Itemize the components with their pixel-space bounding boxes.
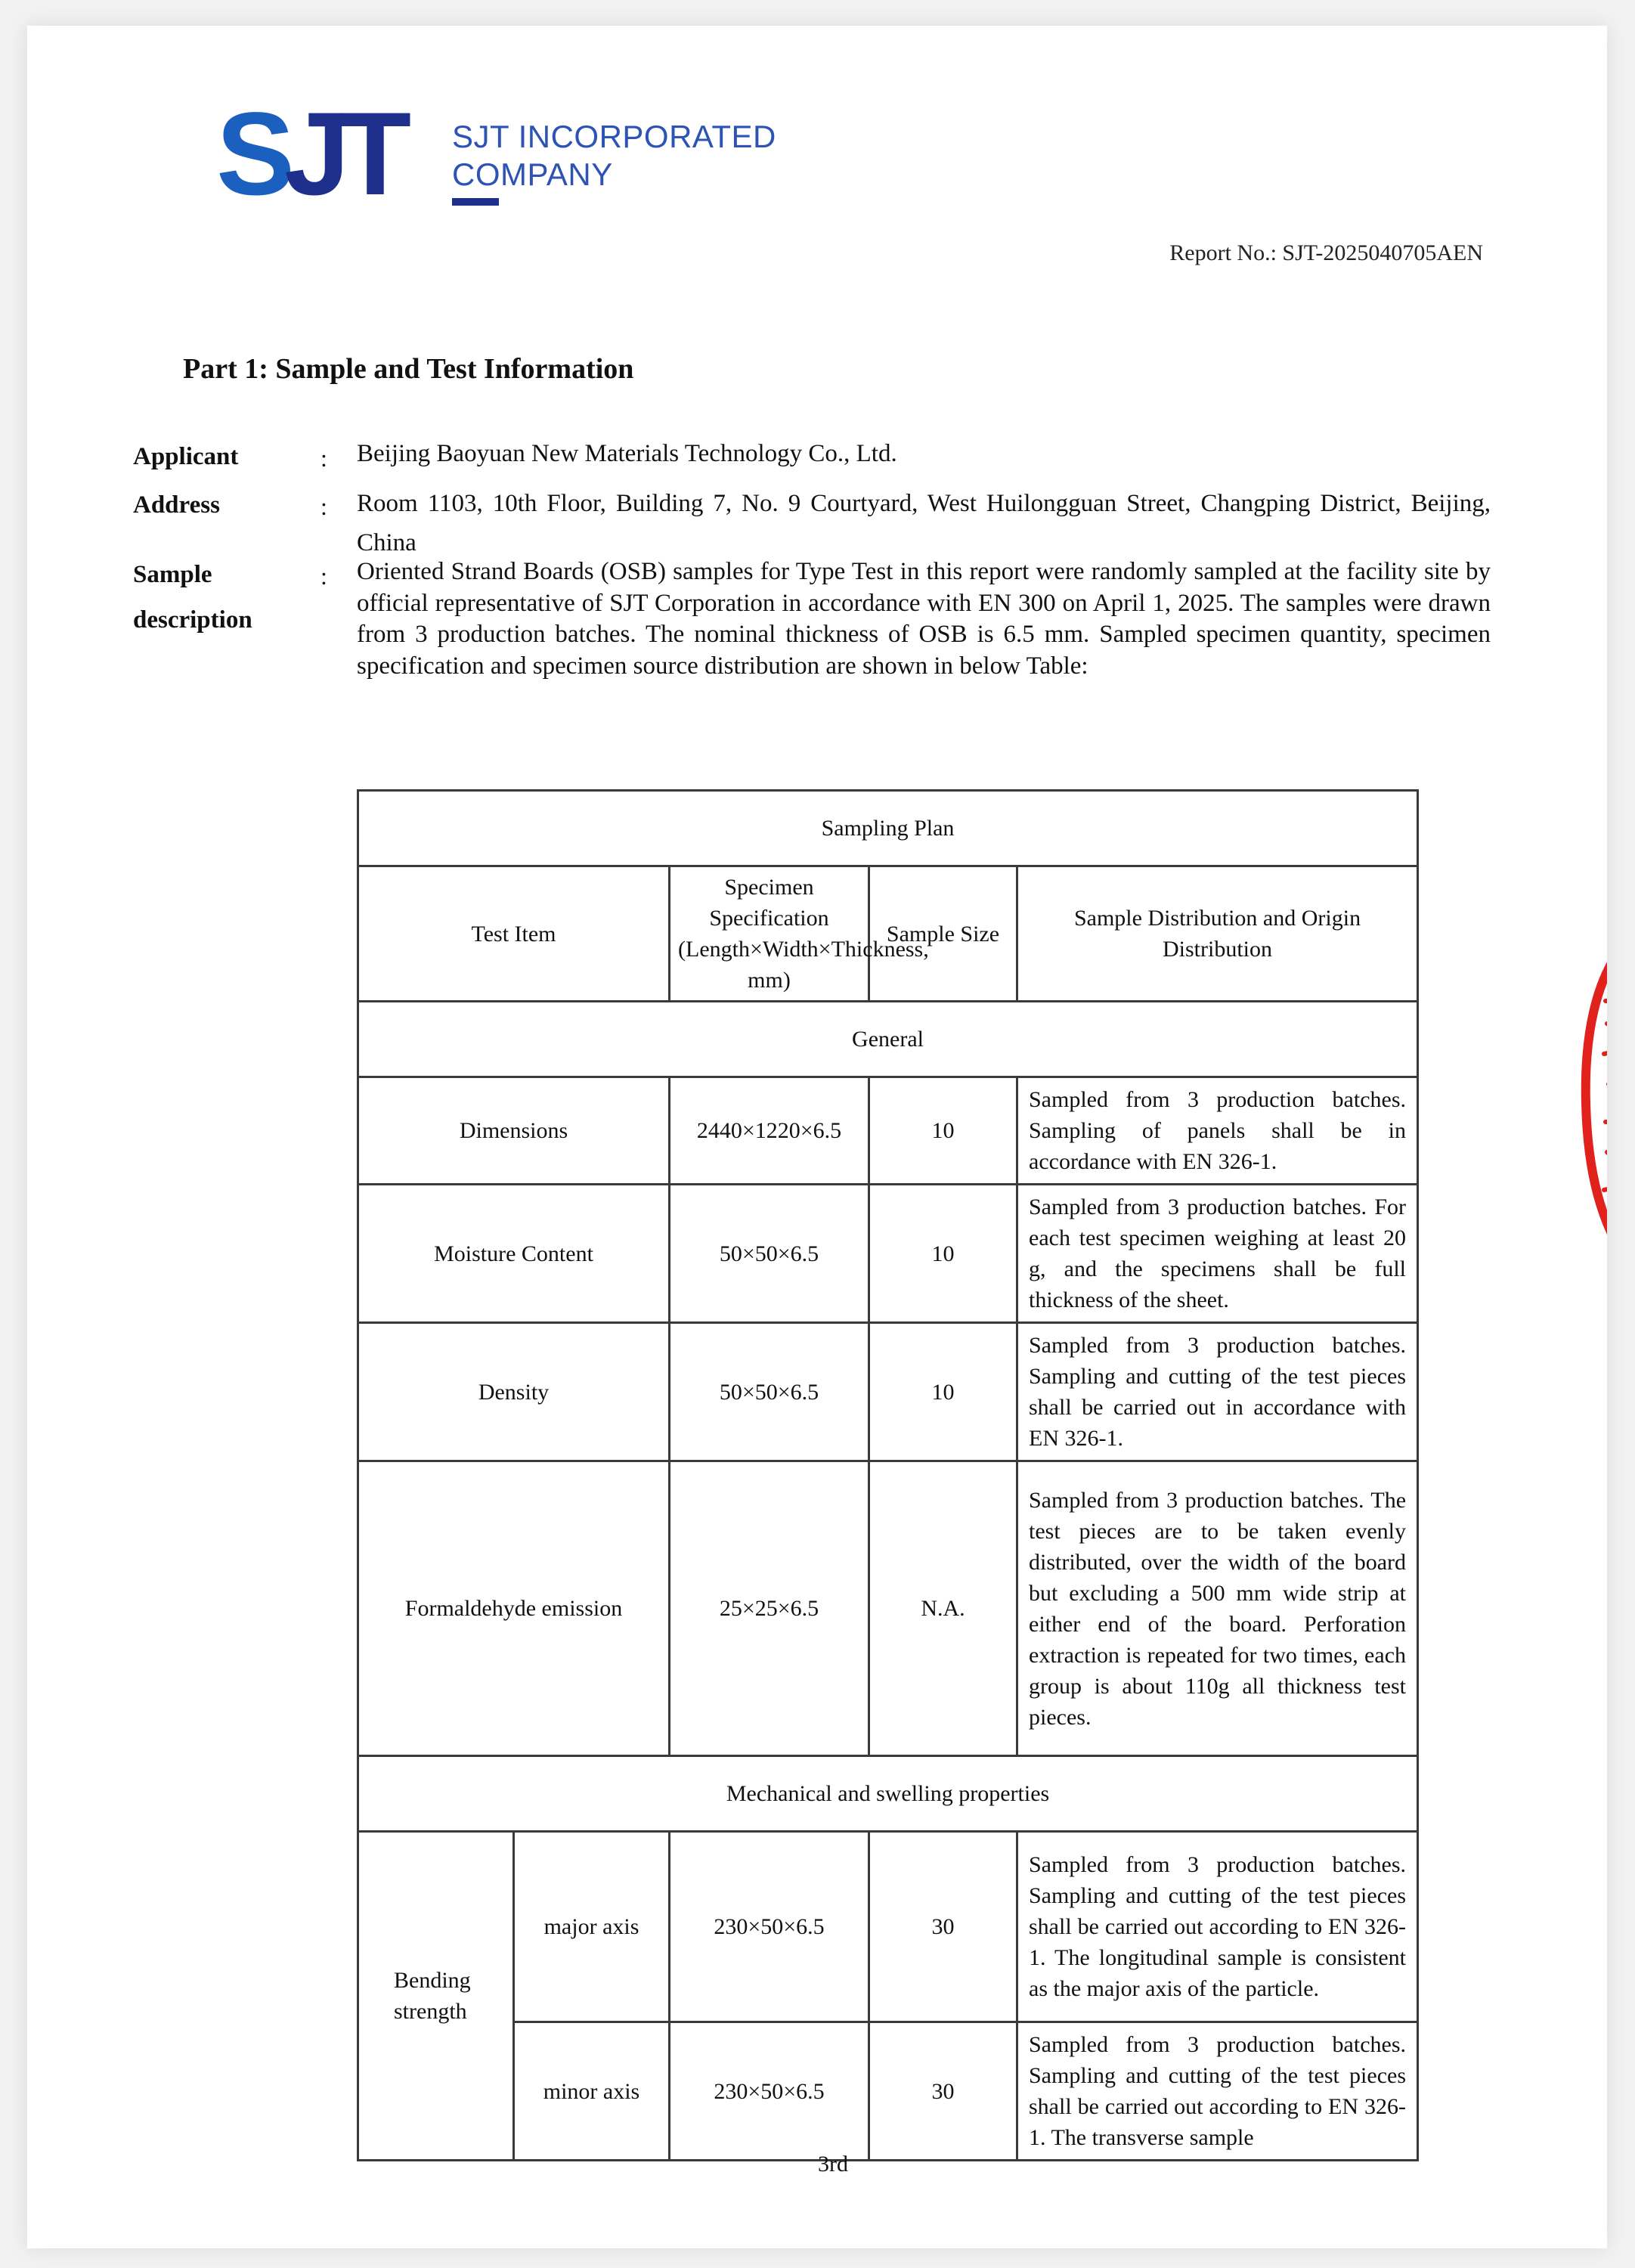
header-specimen-spec: Specimen Specification (Length×Width×Thickness, mm) [670,866,869,1002]
table-row [358,1323,1418,1461]
logo-underline [452,198,499,206]
sampling-plan-table [357,789,1419,2161]
section-general: General [358,1002,1418,1077]
page-number: 3rd [818,2152,848,2177]
red-seal-stamp [1569,925,1607,1281]
section-row-general [358,1002,1418,1077]
logo-company-line2: COMPANY [452,156,613,192]
address-label: Address [133,491,220,519]
cell-distribution: Sampled from 3 production batches. The test pieces are to be taken evenly distributed, over the width of the board but excluding a 500 mm wide strip at either end of the board. Perforation extraction is repeated for two times, each group is about 110g all thickness test pieces. [1017,1461,1418,1756]
cell-size: 10 [869,1077,1017,1185]
logo-company-name [452,118,776,194]
sample-colon: : [320,562,327,590]
applicant-label: Applicant [133,443,239,470]
cell-distribution: Sampled from 3 production batches. Sampling and cutting of the test pieces shall be carried out according to EN 326-1. The longitudinal sample is consistent as the major axis of the particle. [1017,1832,1418,2022]
cell-spec: 50×50×6.5 [670,1323,869,1461]
cell-spec: 230×50×6.5 [670,1832,869,2022]
table-header-row [358,866,1418,1002]
report-number: Report No.: SJT-2025040705AEN [1169,240,1483,265]
address-colon: : [320,493,327,520]
table-row [358,1077,1418,1185]
cell-test-item: Density [358,1323,670,1461]
cell-sub-axis: major axis [514,1832,670,2022]
logo-company-line1: SJT INCORPORATED [452,119,776,154]
sample-description-value: Oriented Strand Boards (OSB) samples for Type Test in this report were randomly sampled at the facility site by official representative of SJT Corporation in accordance with EN 300 on April 1, 2025. The samples were drawn from 3 production batches. The nominal thickness of OSB is 6.5 mm. Sampled specimen quantity, specimen specification and specimen source distribution are shown in below Table: [357,558,1491,680]
table-row [358,1185,1418,1323]
header-distribution: Sample Distribution and Origin Distribution [1017,866,1418,1002]
cell-test-item: Moisture Content [358,1185,670,1323]
cell-test-item: Formaldehyde emission [358,1461,670,1756]
sample-label-line1: Sample [133,561,212,588]
table-title: Sampling Plan [358,791,1418,866]
cell-spec: 230×50×6.5 [670,2022,869,2161]
cell-size: N.A. [869,1461,1017,1756]
document-page [27,26,1607,2248]
section-row-mechanical [358,1756,1418,1832]
address-value: Room 1103, 10th Floor, Building 7, No. 9 Courtyard, West Huilongguan Street, Changping District, Beijing, China [357,490,1491,556]
cell-bending-strength: Bending strength [358,1832,514,2161]
applicant-colon: : [320,445,327,472]
header-sample-size: Sample Size [869,866,1017,1002]
cell-sub-axis: minor axis [514,2022,670,2161]
part-title: Part 1: Sample and Test Information [183,353,634,385]
table-title-row [358,791,1418,866]
cell-distribution: Sampled from 3 production batches. Sampling of panels shall be in accordance with EN 326-1. [1017,1077,1418,1185]
cell-test-item: Dimensions [358,1077,670,1185]
cell-size: 30 [869,1832,1017,2022]
cell-distribution: Sampled from 3 production batches. Sampling and cutting of the test pieces shall be carried out according to EN 326-1. The transverse sample [1017,2022,1418,2161]
cell-spec: 2440×1220×6.5 [670,1077,869,1185]
applicant-value: Beijing Baoyuan New Materials Technology Co., Ltd. [357,440,897,467]
cell-size: 30 [869,2022,1017,2161]
cell-size: 10 [869,1323,1017,1461]
company-logo [216,88,881,230]
table-row [358,1832,1418,2022]
cell-spec: 25×25×6.5 [670,1461,869,1756]
logo-mark: SJT [216,88,401,220]
cell-distribution: Sampled from 3 production batches. For each test specimen weighing at least 20 g, and the specimens shall be full thickness of the sheet. [1017,1185,1418,1323]
section-mechanical: Mechanical and swelling properties [358,1756,1418,1832]
table-row [358,1461,1418,1756]
table-row [358,2022,1418,2161]
cell-distribution: Sampled from 3 production batches. Sampling and cutting of the test pieces shall be carried out in accordance with EN 326-1. [1017,1323,1418,1461]
header-test-item: Test Item [358,866,670,1002]
cell-size: 10 [869,1185,1017,1323]
sample-label-line2: description [133,606,252,634]
cell-spec: 50×50×6.5 [670,1185,869,1323]
